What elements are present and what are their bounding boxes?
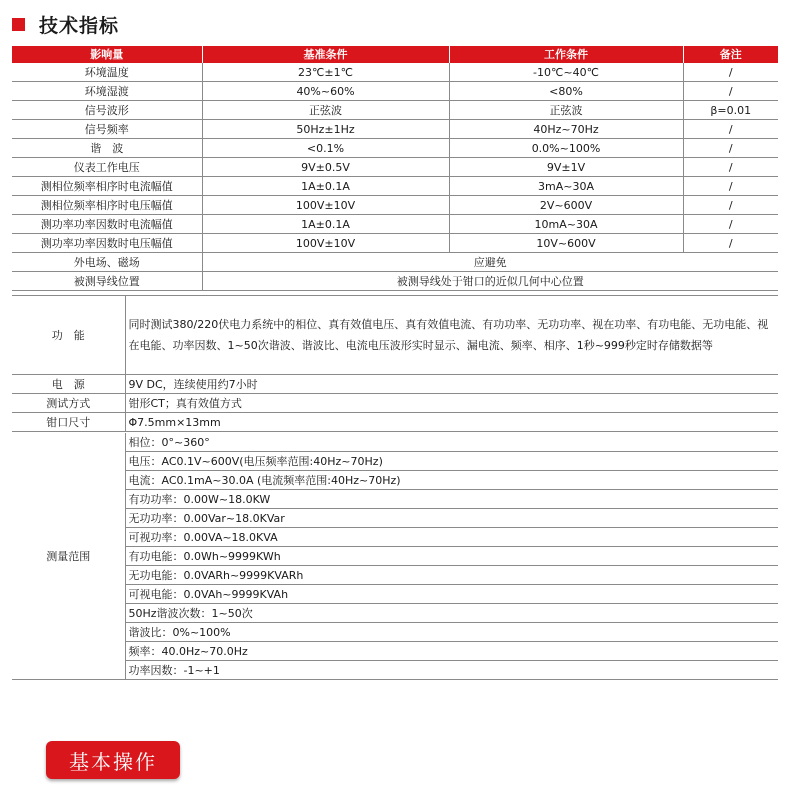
measurement-range-table: [12, 433, 778, 680]
spec-value: 1A±0.1A: [202, 177, 449, 196]
measurement-row: [12, 642, 778, 661]
measurement-item: 有功功率：0.00W~18.0KW: [125, 490, 778, 509]
row-value: 9V DC，连续使用约7小时: [125, 375, 778, 394]
spec-value: 9V±0.5V: [202, 158, 449, 177]
measurement-item: 谐波比：0%~100%: [125, 623, 778, 642]
measurement-row: [12, 509, 778, 528]
spec-row: [12, 63, 778, 82]
measurement-row: [12, 547, 778, 566]
spec-value: 50Hz±1Hz: [202, 120, 449, 139]
spec-row: [12, 82, 778, 101]
spec-table: [12, 46, 778, 291]
measurement-item: 有功电能：0.0Wh~9999KWh: [125, 547, 778, 566]
spec-value: 正弦波: [202, 101, 449, 120]
header-cell: 基准条件: [202, 46, 449, 63]
spec-value: 40%~60%: [202, 82, 449, 101]
spec-value: /: [683, 196, 778, 215]
spec-row: [12, 215, 778, 234]
spec-value: /: [683, 215, 778, 234]
spec-label: 信号频率: [12, 120, 202, 139]
measurement-row: [12, 471, 778, 490]
spec-value: <80%: [449, 82, 683, 101]
header-cell: 影响量: [12, 46, 202, 63]
spec-value: β=0.01: [683, 101, 778, 120]
spec-value: /: [683, 82, 778, 101]
row-value: 钳形CT；真有效值方式: [125, 394, 778, 413]
spec-value: 100V±10V: [202, 196, 449, 215]
function-label: 功 能: [12, 296, 125, 375]
spec-value: -10℃~40℃: [449, 63, 683, 82]
spec-merged-value: 应避免: [202, 253, 778, 272]
function-row: [12, 296, 778, 375]
spec-row: [12, 101, 778, 120]
spec-value: 2V~600V: [449, 196, 683, 215]
measurement-row: [12, 452, 778, 471]
test-mode-row: [12, 394, 778, 413]
spec-row: [12, 196, 778, 215]
spec-row: [12, 120, 778, 139]
spec-header-row: [12, 46, 778, 63]
section-title: 技术指标: [39, 14, 120, 37]
jaw-size-row: [12, 413, 778, 432]
feature-table: [12, 295, 778, 432]
spec-label: 环境温度: [12, 63, 202, 82]
row-label: 测试方式: [12, 394, 125, 413]
spec-value: /: [683, 158, 778, 177]
section-marker-icon: [12, 18, 25, 31]
spec-value: 0.0%~100%: [449, 139, 683, 158]
measurement-item: 频率：40.0Hz~70.0Hz: [125, 642, 778, 661]
row-label: 电 源: [12, 375, 125, 394]
spec-row: [12, 158, 778, 177]
spec-label: 信号波形: [12, 101, 202, 120]
spec-value: 正弦波: [449, 101, 683, 120]
section-header: [12, 12, 119, 36]
spec-value: /: [683, 139, 778, 158]
measurement-label: 测量范围: [12, 433, 125, 680]
spec-value: 9V±1V: [449, 158, 683, 177]
measurement-row: [12, 433, 778, 452]
spec-label: 仪表工作电压: [12, 158, 202, 177]
power-row: [12, 375, 778, 394]
spec-value: 1A±0.1A: [202, 215, 449, 234]
measurement-item: 相位：0°~360°: [125, 433, 778, 452]
measurement-row: [12, 528, 778, 547]
spec-merged-row: [12, 272, 778, 291]
spec-value: 100V±10V: [202, 234, 449, 253]
measurement-row: [12, 566, 778, 585]
spec-label: 测相位频率相序时电压幅值: [12, 196, 202, 215]
spec-label: 测相位频率相序时电流幅值: [12, 177, 202, 196]
row-label: 钳口尺寸: [12, 413, 125, 432]
header-cell: 备注: [683, 46, 778, 63]
spec-value: 23℃±1℃: [202, 63, 449, 82]
measurement-item: 电流：AC0.1mA~30.0A (电流频率范围:40Hz~70Hz): [125, 471, 778, 490]
spec-row: [12, 177, 778, 196]
function-text: 同时测试380/220伏电力系统中的相位、真有效值电压、真有效值电流、有功功率、无功功率、视在功率、有功电能、无功电能、视在电能、功率因数、1~50次谐波、谐波比、电流电压波形实时显示、漏电流、频率、相序、1秒~999秒定时存储数据等: [125, 296, 778, 375]
measurement-row: [12, 604, 778, 623]
spec-row: [12, 139, 778, 158]
measurement-item: 可视功率：0.00VA~18.0KVA: [125, 528, 778, 547]
spec-merged-row: [12, 253, 778, 272]
spec-label: 外电场、磁场: [12, 253, 202, 272]
spec-row: [12, 234, 778, 253]
measurement-row: [12, 661, 778, 680]
spec-value: <0.1%: [202, 139, 449, 158]
measurement-item: 功率因数：-1~+1: [125, 661, 778, 680]
spec-label: 测功率功率因数时电压幅值: [12, 234, 202, 253]
header-cell: 工作条件: [449, 46, 683, 63]
row-value: Φ7.5mm×13mm: [125, 413, 778, 432]
measurement-item: 电压：AC0.1V~600V(电压频率范围:40Hz~70Hz): [125, 452, 778, 471]
spec-value: 10mA~30A: [449, 215, 683, 234]
spec-value: /: [683, 234, 778, 253]
basic-operation-button[interactable]: 基本操作: [46, 741, 180, 779]
spec-label: 被测导线位置: [12, 272, 202, 291]
spec-value: 10V~600V: [449, 234, 683, 253]
spec-value: 3mA~30A: [449, 177, 683, 196]
spec-label: 测功率功率因数时电流幅值: [12, 215, 202, 234]
measurement-item: 无功电能：0.0VARh~9999KVARh: [125, 566, 778, 585]
spec-value: /: [683, 63, 778, 82]
spec-value: /: [683, 177, 778, 196]
spec-value: /: [683, 120, 778, 139]
measurement-item: 可视电能：0.0VAh~9999KVAh: [125, 585, 778, 604]
spec-label: 环境湿渡: [12, 82, 202, 101]
spec-label: 谐 波: [12, 139, 202, 158]
spec-value: 40Hz~70Hz: [449, 120, 683, 139]
measurement-row: [12, 490, 778, 509]
measurement-item: 无功功率：0.00Var~18.0KVar: [125, 509, 778, 528]
measurement-item: 50Hz谐波次数：1~50次: [125, 604, 778, 623]
measurement-row: [12, 623, 778, 642]
spec-merged-value: 被测导线处于钳口的近似几何中心位置: [202, 272, 778, 291]
measurement-row: [12, 585, 778, 604]
